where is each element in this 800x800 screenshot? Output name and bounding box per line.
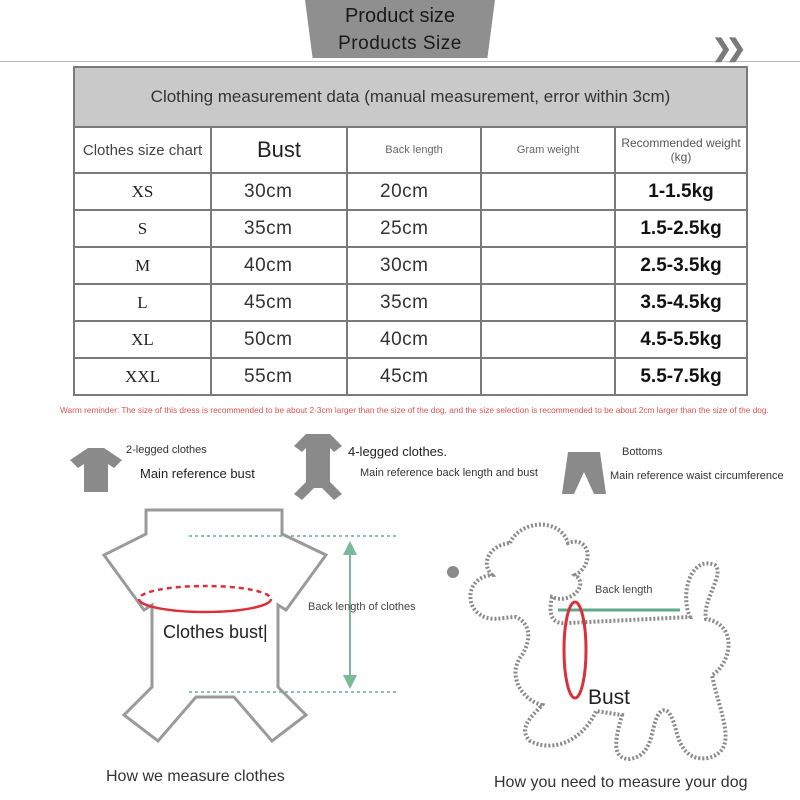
type-title-bottoms: Bottoms bbox=[622, 446, 663, 458]
cell-recommended-weight: 1.5-2.5kg bbox=[615, 210, 747, 247]
header-gram-weight: Gram weight bbox=[481, 127, 615, 173]
two-legged-shirt-icon bbox=[68, 446, 124, 494]
cell-gram-weight bbox=[481, 358, 615, 395]
back-length-clothes-label: Back length of clothes bbox=[308, 601, 416, 613]
cell-size: XXL bbox=[74, 358, 211, 395]
cell-size: M bbox=[74, 247, 211, 284]
cell-size: S bbox=[74, 210, 211, 247]
table-header-row bbox=[74, 127, 747, 173]
cell-back-length: 35cm bbox=[347, 284, 481, 321]
table-row bbox=[74, 210, 747, 247]
dog-bust-label: Bust bbox=[588, 686, 631, 709]
table-row bbox=[74, 247, 747, 284]
dog-back-length-label: Back length bbox=[595, 584, 653, 596]
cell-size: XS bbox=[74, 173, 211, 210]
cell-gram-weight bbox=[481, 173, 615, 210]
header-bust: Bust bbox=[211, 127, 347, 173]
cell-gram-weight bbox=[481, 210, 615, 247]
dog-outline bbox=[470, 525, 728, 759]
cell-back-length: 30cm bbox=[347, 247, 481, 284]
header-recommended-weight: Recommended weight (kg) bbox=[615, 127, 747, 173]
double-chevron-right-icon[interactable]: ❯❯ bbox=[712, 35, 741, 62]
cell-bust: 30cm bbox=[211, 173, 347, 210]
table-row bbox=[74, 358, 747, 395]
type-note-4-legged: Main reference back length and bust bbox=[360, 467, 538, 479]
table-caption: Clothing measurement data (manual measurement, error within 3cm) bbox=[74, 67, 747, 127]
bust-line bbox=[139, 586, 271, 612]
table-row bbox=[74, 173, 747, 210]
cell-bust: 55cm bbox=[211, 358, 347, 395]
header-back-length: Back length bbox=[347, 127, 481, 173]
cell-size: L bbox=[74, 284, 211, 321]
type-title-2-legged: 2-legged clothes bbox=[126, 444, 207, 456]
four-legged-suit-icon bbox=[290, 432, 346, 500]
size-table bbox=[73, 66, 748, 396]
type-note-bottoms: Main reference waist circumference bbox=[610, 470, 784, 482]
cell-recommended-weight: 3.5-4.5kg bbox=[615, 284, 747, 321]
cell-back-length: 40cm bbox=[347, 321, 481, 358]
table-row bbox=[74, 321, 747, 358]
header-size: Clothes size chart bbox=[74, 127, 211, 173]
dog-measurement-diagram bbox=[440, 515, 750, 775]
cell-size: XL bbox=[74, 321, 211, 358]
bottoms-icon bbox=[560, 450, 608, 496]
clothes-bust-label: Clothes bust| bbox=[163, 622, 268, 642]
banner-subtitle: Products Size bbox=[338, 33, 462, 54]
type-title-4-legged: 4-legged clothes. bbox=[348, 444, 448, 459]
cell-recommended-weight: 2.5-3.5kg bbox=[615, 247, 747, 284]
warm-reminder: Warm reminder: The size of this dress is recommended to be about 2-3cm larger than the size of the dog, and the size selection is recommended to be about 2cm larger than the size of the dog. bbox=[60, 405, 769, 415]
type-note-2-legged: Main reference bust bbox=[140, 466, 255, 481]
cell-back-length: 25cm bbox=[347, 210, 481, 247]
table-row bbox=[74, 284, 747, 321]
cell-recommended-weight: 5.5-7.5kg bbox=[615, 358, 747, 395]
dog-diagram-caption: How you need to measure your dog bbox=[494, 774, 748, 791]
cell-gram-weight bbox=[481, 321, 615, 358]
cell-bust: 45cm bbox=[211, 284, 347, 321]
cell-gram-weight bbox=[481, 284, 615, 321]
cell-gram-weight bbox=[481, 247, 615, 284]
dog-bust-line bbox=[564, 602, 586, 698]
cell-recommended-weight: 1-1.5kg bbox=[615, 173, 747, 210]
cell-back-length: 20cm bbox=[347, 173, 481, 210]
header-divider bbox=[0, 61, 800, 62]
cell-back-length: 45cm bbox=[347, 358, 481, 395]
cell-bust: 50cm bbox=[211, 321, 347, 358]
cell-bust: 35cm bbox=[211, 210, 347, 247]
dog-nose bbox=[447, 566, 459, 578]
banner-title: Product size bbox=[344, 5, 456, 27]
clothes-diagram-caption: How we measure clothes bbox=[106, 768, 285, 785]
cell-bust: 40cm bbox=[211, 247, 347, 284]
cell-recommended-weight: 4.5-5.5kg bbox=[615, 321, 747, 358]
